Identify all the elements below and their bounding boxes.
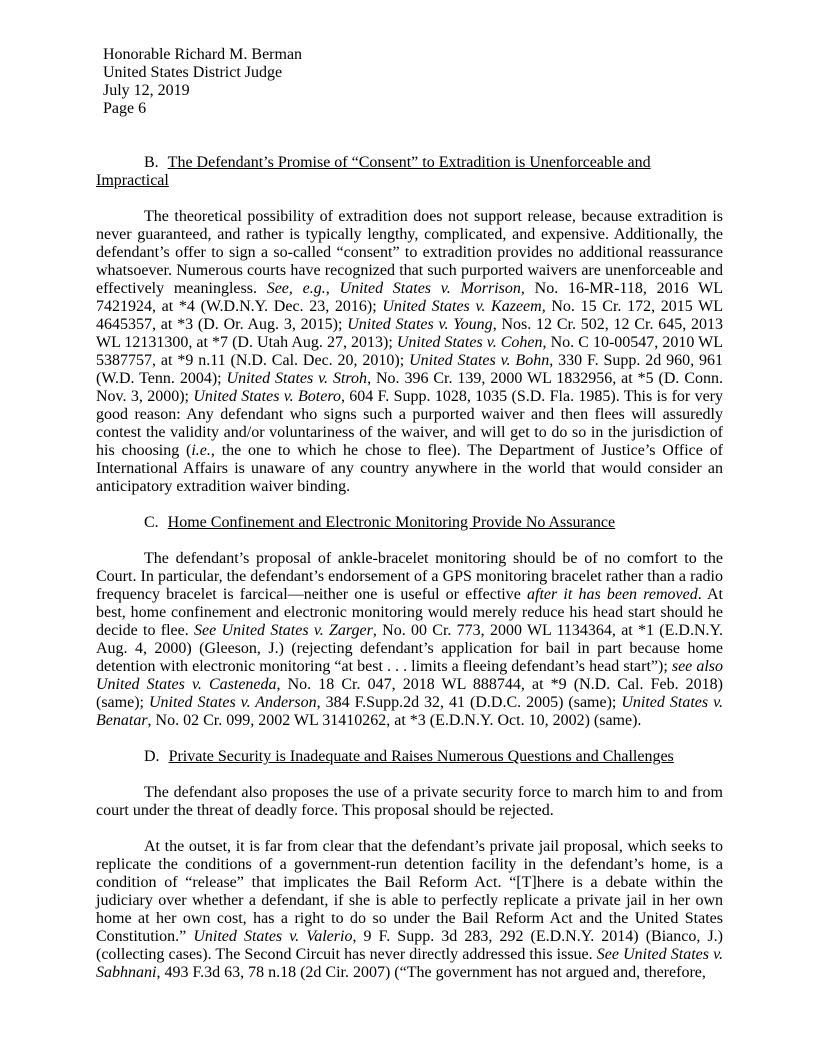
text-run: , No. 00 Cr. 773, 2000 WL 1134364, at *1 (E.D.N.Y. Aug. 4, 2000) (Gleeson, J.) (rejecting defendant’s application for bail in part because home detention with electronic monitoring “at best . . . limits a fleeing defendant’s head start”); xyxy=(96,622,724,675)
section-heading xyxy=(96,154,723,190)
section-heading xyxy=(96,514,723,532)
text-run: The theoretical possibility of extradition does not support release, because extradition is never guaranteed, and rather is typically lengthy, complicated, and expensive. Additionally, the defendant’s offer to sign a so-called “consent” to extradition provides no additional reassurance whatsoever. Numerous courts have recognized that such purported waivers are unenforceable and effectively meaningless. xyxy=(96,208,723,297)
text-run: , No. C 10-00547, 2010 WL 5387757, at *9 n.11 (N.D. Cal. Dec. 20, 2010); xyxy=(96,334,724,369)
section-letter: D. xyxy=(144,748,160,765)
italic-text-run: See United States v. Zarger xyxy=(194,622,373,639)
text-run: The defendant’s proposal of ankle-bracelet monitoring should be of no comfort to the Court. In particular, the defendant’s endorsement of a GPS monitoring bracelet rather than a radio frequency bracelet is farcical—neither one is useful or effective xyxy=(96,550,723,603)
section-title: The Defendant’s Promise of “Consent” to Extradition is Unenforceable and Impractical xyxy=(96,154,651,189)
text-run: , No. 396 Cr. 139, 2000 WL 1832956, at *5 (D. Conn. Nov. 3, 2000); xyxy=(96,370,723,405)
text-run: , 9 F. Supp. 3d 283, 292 (E.D.N.Y. 2014) (Bianco, J.) (collecting cases). The Second Circuit has never directly addressed this issue. xyxy=(96,928,723,963)
section-letter: C. xyxy=(144,514,159,531)
text-run: , No. 15 Cr. 172, 2015 WL 4645357, at *3 (D. Or. Aug. 3, 2015); xyxy=(96,298,723,333)
italic-text-run: United States v. Morrison xyxy=(339,280,521,297)
paragraph xyxy=(96,208,723,496)
italic-text-run: United States v. Kazeem xyxy=(382,298,542,315)
paragraph xyxy=(96,838,723,982)
paragraph xyxy=(96,784,723,820)
text-run: , 384 F.Supp.2d 32, 41 (D.D.C. 2005) (same); xyxy=(316,694,622,711)
text-run: , Nos. 12 Cr. 502, 12 Cr. 645, 2013 WL 12131300, at *7 (D. Utah Aug. 27, 2013); xyxy=(96,316,724,351)
italic-text-run: United States v. Botero xyxy=(193,388,341,405)
text-run: , the one to which he chose to flee). The Department of Justice’s Office of International Affairs is unaware of any country anywhere in the world that would consider an anticipatory extradition waiver binding. xyxy=(96,442,723,495)
section-heading xyxy=(96,748,723,766)
paragraph xyxy=(96,550,723,730)
italic-text-run: see also United States v. Casteneda xyxy=(96,658,724,693)
text-run: , 493 F.3d 63, 78 n.18 (2d Cir. 2007) (“The government has not argued and, therefore, xyxy=(156,964,706,981)
text-run: , 330 F. Supp. 2d 960, 961 (W.D. Tenn. 2004); xyxy=(96,352,724,387)
text-run: , No. 18 Cr. 047, 2018 WL 888744, at *9 (N.D. Cal. Feb. 2018) (same); xyxy=(96,676,723,711)
text-run: , 604 F. Supp. 1028, 1035 (S.D. Fla. 1985). This is for very good reason: Any defendant who signs such a purported waiver and then flees will assuredly contest the validity and/or voluntariness of the waiver, and will get to do so in the jurisdiction of his choosing ( xyxy=(96,388,724,459)
italic-text-run: United States v. Young xyxy=(347,316,493,333)
page-number: Page 6 xyxy=(103,100,147,117)
text-run: . At best, home confinement and electronic monitoring would merely reduce his head start should he decide to flee. xyxy=(96,586,724,639)
italic-text-run: i.e. xyxy=(191,442,211,459)
italic-text-run: See United States v. Sabhnani xyxy=(96,946,723,981)
letter-header xyxy=(103,46,723,118)
document-body xyxy=(96,154,723,982)
section-letter: B. xyxy=(144,154,159,171)
italic-text-run: United States v. Benatar xyxy=(96,694,723,729)
italic-text-run: United States v. Anderson xyxy=(148,694,317,711)
italic-text-run: See, e.g. xyxy=(266,280,326,297)
section-title: Home Confinement and Electronic Monitoring Provide No Assurance xyxy=(167,514,616,531)
recipient-name: Honorable Richard M. Berman xyxy=(103,46,303,63)
italic-text-run: United States v. Valerio xyxy=(193,928,353,945)
text-run: At the outset, it is far from clear that the defendant’s private jail proposal, which seeks to replicate the conditions of a government-run detention facility in the defendant’s home, is a condition of “release” that implicates the Bail Reform Act. “[T]here is a debate within the judiciary over whether a defendant, if she is able to perfectly replicate a private jail in her own home at her own cost, has a right to do so under the Bail Reform Act and the United States Constitution.” xyxy=(96,838,723,945)
recipient-title: United States District Judge xyxy=(103,64,283,81)
letter-date: July 12, 2019 xyxy=(103,82,190,99)
italic-text-run: United States v. Stroh xyxy=(226,370,368,387)
text-run: , xyxy=(325,280,340,297)
text-run: , No. 02 Cr. 099, 2002 WL 31410262, at *3 (E.D.N.Y. Oct. 10, 2002) (same). xyxy=(147,712,642,729)
italic-text-run: United States v. Cohen xyxy=(396,334,543,351)
text-run: The defendant also proposes the use of a private security force to march him to and from court under the threat of deadly force. This proposal should be rejected. xyxy=(96,784,723,819)
italic-text-run: after it has been removed xyxy=(527,586,698,603)
section-title: Private Security is Inadequate and Raises Numerous Questions and Challenges xyxy=(168,748,674,765)
text-run: , No. 16-MR-118, 2016 WL 7421924, at *4 (W.D.N.Y. Dec. 23, 2016); xyxy=(96,280,724,315)
italic-text-run: United States v. Bohn xyxy=(409,352,550,369)
